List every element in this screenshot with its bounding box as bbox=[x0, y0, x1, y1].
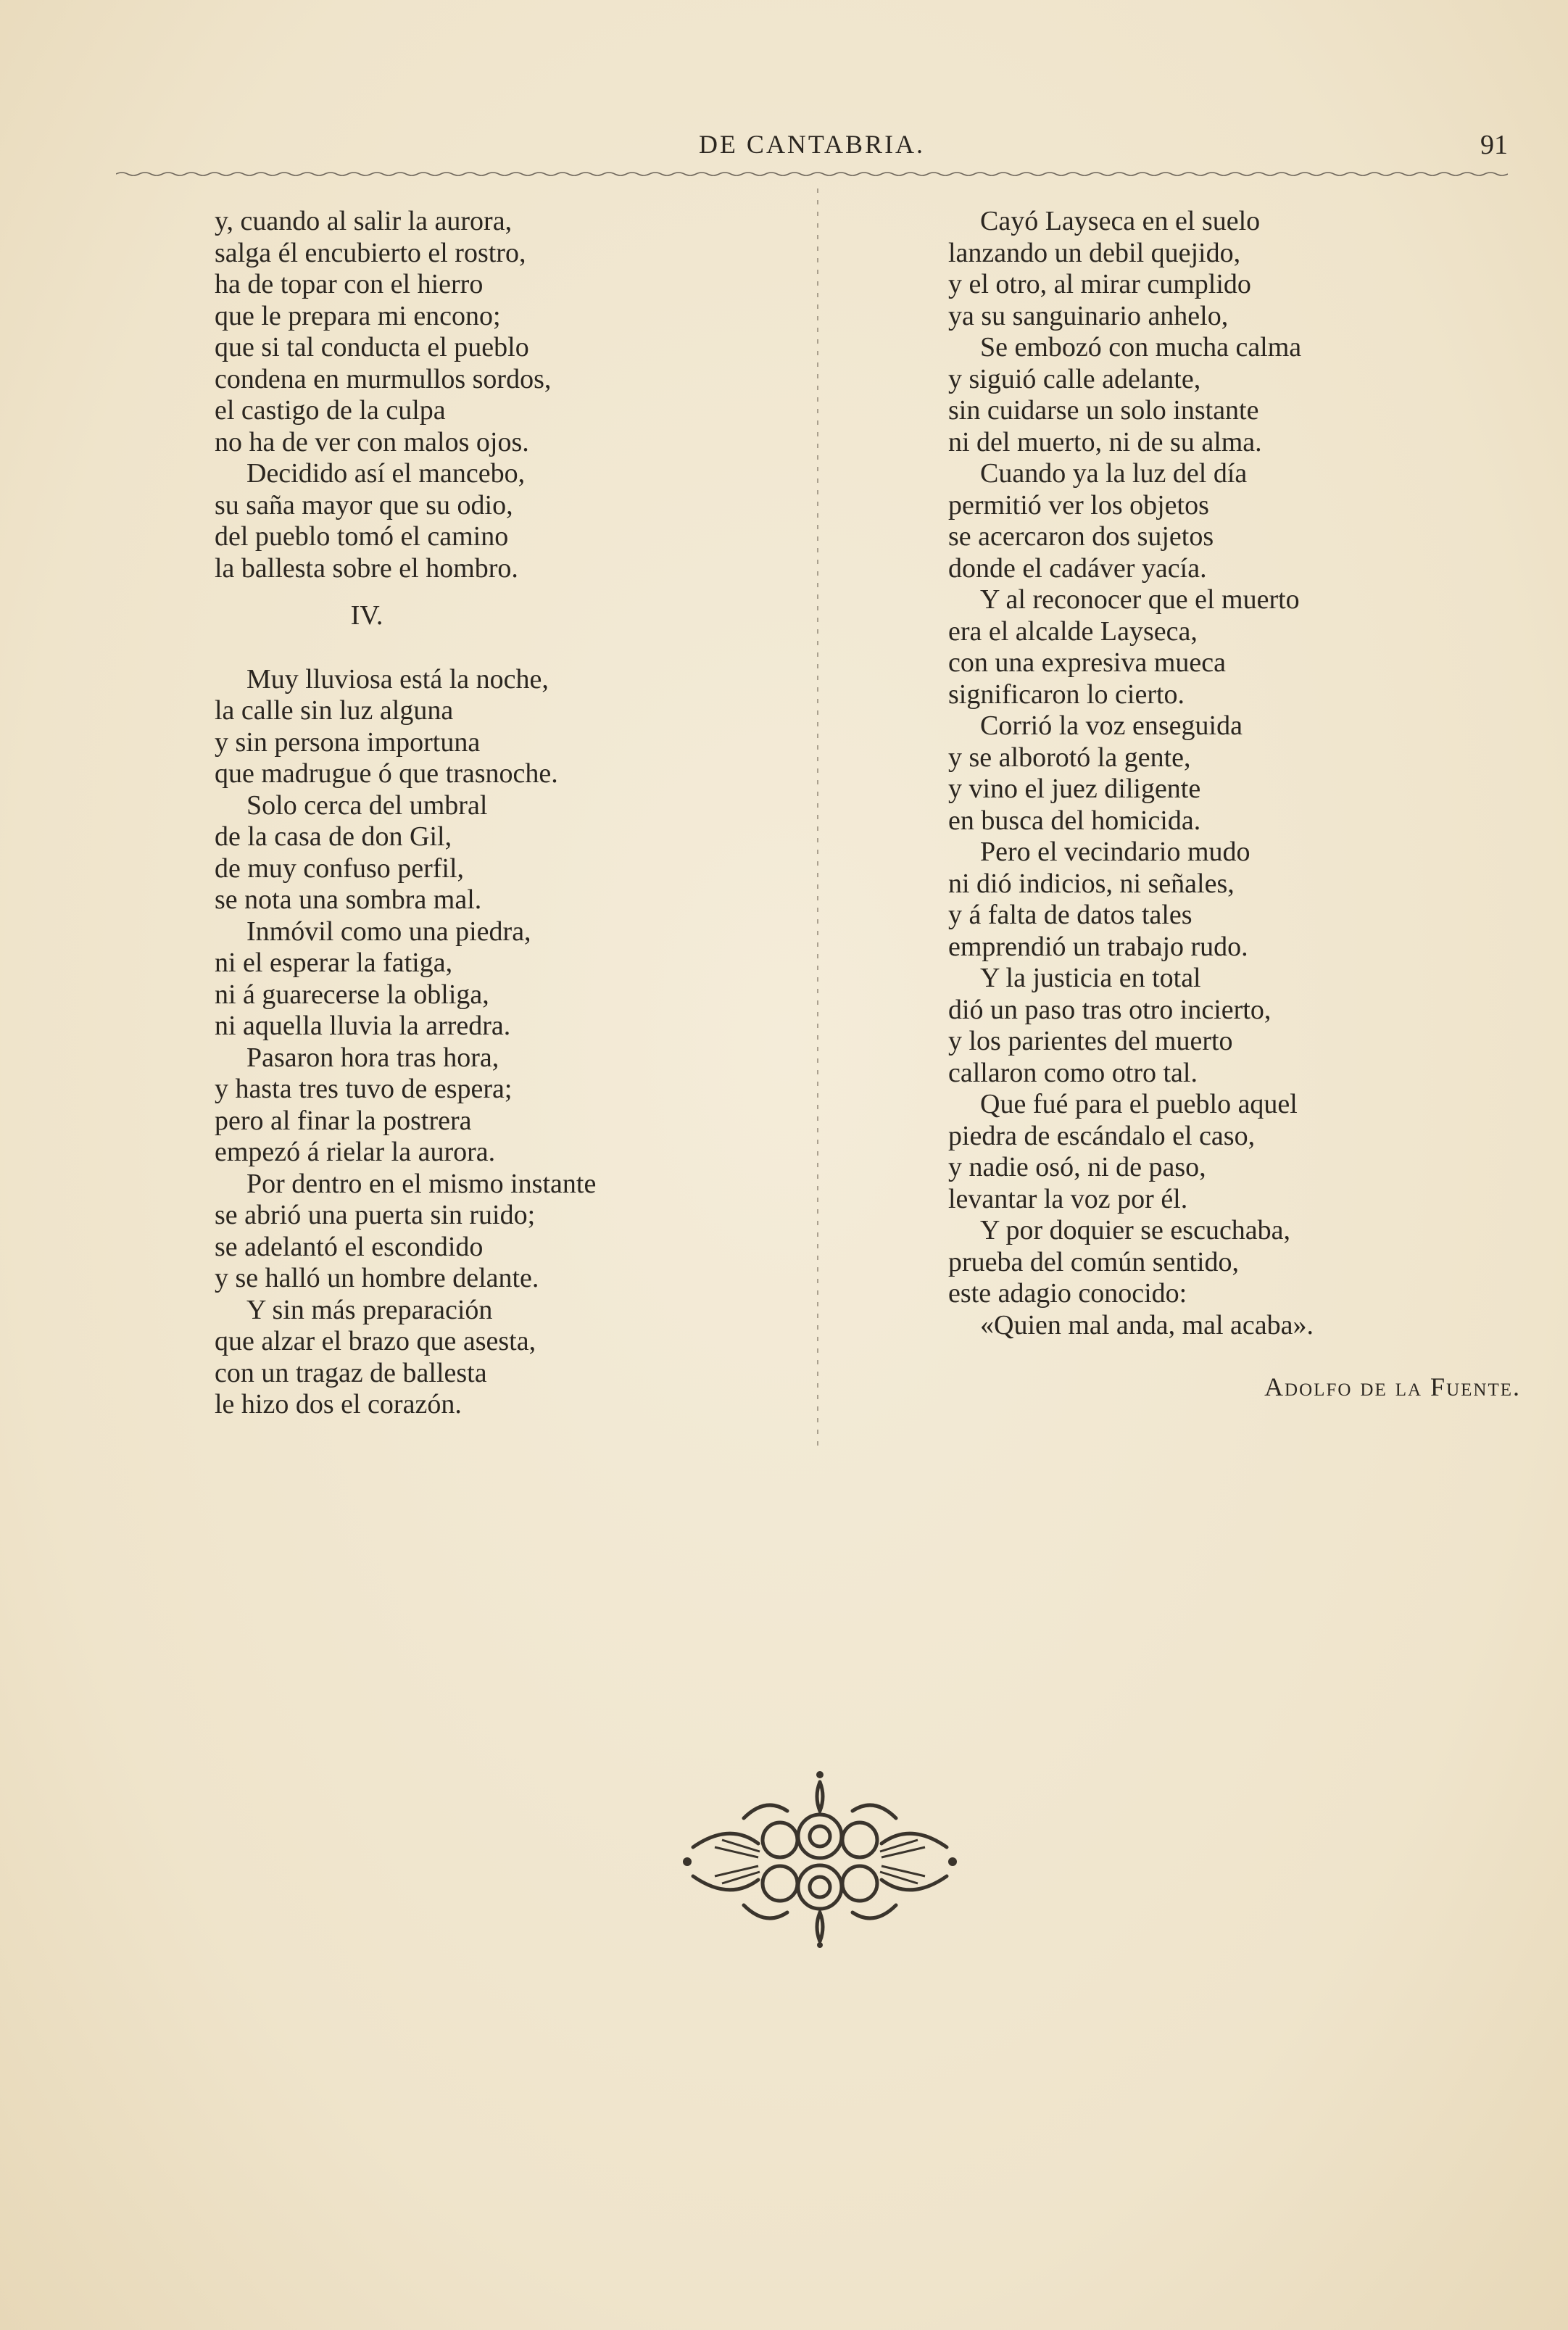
verse-line: y siguió calle adelante, bbox=[948, 363, 1201, 394]
verse-line: empezó á rielar la aurora. bbox=[215, 1137, 496, 1167]
left-stanza-1 bbox=[215, 206, 766, 584]
verse-line: no ha de ver con malos ojos. bbox=[215, 426, 529, 457]
verse-line: Que fué para el pueblo aquel bbox=[980, 1089, 1298, 1119]
verse-line: que si tal conducta el pueblo bbox=[215, 332, 529, 362]
header-title: DE CANTABRIA. bbox=[698, 130, 926, 159]
verse-line: y el otro, al mirar cumplido bbox=[948, 269, 1251, 299]
verse-line: del pueblo tomó el camino bbox=[215, 521, 509, 552]
verse-line: condena en murmullos sordos, bbox=[215, 363, 552, 394]
verse-line: prueba del común sentido, bbox=[948, 1246, 1240, 1277]
verse-line: Pero el vecindario mudo bbox=[980, 837, 1250, 867]
verse-line: de la casa de don Gil, bbox=[215, 821, 452, 852]
verse-line: «Quien mal anda, mal acaba». bbox=[980, 1309, 1314, 1340]
verse-line: era el alcalde Layseca, bbox=[948, 615, 1198, 647]
author-signature: Adolfo de la Fuente. bbox=[1264, 1372, 1521, 1401]
verse-line: emprendió un trabajo rudo. bbox=[948, 931, 1248, 962]
verse-line: el castigo de la culpa bbox=[215, 395, 446, 426]
verse-line: la ballesta sobre el hombro. bbox=[215, 552, 518, 584]
verse-line: permitió ver los objetos bbox=[948, 489, 1209, 521]
scroll-ornament-icon bbox=[671, 1767, 968, 1949]
verse-line: piedra de escándalo el caso, bbox=[948, 1120, 1256, 1151]
verse-line: se abrió una puerta sin ruido; bbox=[215, 1200, 536, 1230]
verse-line: y hasta tres tuvo de espera; bbox=[215, 1074, 513, 1104]
right-column bbox=[948, 206, 1528, 1404]
verse-line: este adagio conocido: bbox=[948, 1278, 1187, 1309]
verse-line: le hizo dos el corazón. bbox=[215, 1389, 462, 1419]
left-column bbox=[215, 206, 766, 1421]
verse-line: y sin persona importuna bbox=[215, 726, 481, 758]
verse-line: que madrugue ó que trasnoche. bbox=[215, 758, 558, 789]
verse-line: con un tragaz de ballesta bbox=[215, 1357, 487, 1388]
verse-line: y vino el juez diligente bbox=[948, 774, 1201, 804]
verse-line: ni á guarecerse la obliga, bbox=[215, 979, 489, 1010]
verse-line: que le prepara mi encono; bbox=[215, 300, 501, 331]
page-number: 91 bbox=[1480, 130, 1508, 160]
verse-line: ni dió indicios, ni señales, bbox=[948, 868, 1235, 899]
verse-line: su saña mayor que su odio, bbox=[215, 489, 513, 521]
verse-line: y se halló un hombre delante. bbox=[215, 1263, 539, 1293]
verse-line: significaron lo cierto. bbox=[948, 679, 1185, 710]
section-heading: IV. bbox=[350, 600, 383, 631]
verse-line: sin cuidarse un solo instante bbox=[948, 395, 1259, 426]
header-rule bbox=[116, 171, 1508, 177]
verse-line: Cuando ya la luz del día bbox=[980, 458, 1248, 489]
verse-line: y, cuando al salir la aurora, bbox=[215, 206, 513, 236]
verse-line: se nota una sombra mal. bbox=[215, 884, 482, 915]
verse-line: y se alborotó la gente, bbox=[948, 742, 1191, 773]
verse-line: la calle sin luz alguna bbox=[215, 695, 454, 726]
verse-line: Y al reconocer que el muerto bbox=[980, 584, 1300, 615]
verse-line: Corrió la voz enseguida bbox=[980, 710, 1243, 741]
verse-line: ya su sanguinario anhelo, bbox=[948, 300, 1229, 331]
verse-line: lanzando un debil quejido, bbox=[948, 237, 1241, 268]
verse-line: callaron como otro tal. bbox=[948, 1057, 1198, 1088]
verse-line: ha de topar con el hierro bbox=[215, 269, 484, 299]
verse-line: y los parientes del muerto bbox=[948, 1026, 1233, 1056]
verse-line: ni el esperar la fatiga, bbox=[215, 948, 453, 978]
verse-line: Decidido así el mancebo, bbox=[246, 458, 526, 489]
verse-line: Y por doquier se escuchaba, bbox=[980, 1215, 1291, 1245]
verse-line: Cayó Layseca en el suelo bbox=[980, 206, 1261, 236]
verse-line: levantar la voz por él. bbox=[948, 1183, 1188, 1214]
verse-line: Inmóvil como una piedra, bbox=[246, 916, 531, 947]
verse-line: se acercaron dos sujetos bbox=[948, 521, 1214, 552]
verse-line: ni aquella lluvia la arredra. bbox=[215, 1011, 511, 1041]
verse-line: Se embozó con mucha calma bbox=[980, 332, 1302, 362]
verse-line: Y sin más preparación bbox=[246, 1294, 493, 1325]
verse-line: Pasaron hora tras hora, bbox=[246, 1042, 499, 1073]
verse-line: pero al finar la postrera bbox=[215, 1105, 472, 1136]
left-stanza-2 bbox=[215, 664, 766, 1421]
verse-line: con una expresiva mueca bbox=[948, 647, 1226, 678]
verse-line: salga él encubierto el rostro, bbox=[215, 237, 526, 268]
verse-line: y nadie osó, ni de paso, bbox=[948, 1152, 1206, 1182]
verse-line: Por dentro en el mismo instante bbox=[246, 1168, 597, 1199]
right-stanza bbox=[948, 206, 1528, 1341]
column-divider bbox=[816, 188, 819, 1450]
verse-line: ni del muerto, ni de su alma. bbox=[948, 426, 1262, 457]
verse-line: se adelantó el escondido bbox=[215, 1231, 484, 1262]
verse-line: dió un paso tras otro incierto, bbox=[948, 994, 1272, 1025]
verse-line: Muy lluviosa está la noche, bbox=[246, 663, 549, 695]
verse-line: Solo cerca del umbral bbox=[246, 789, 488, 821]
verse-line: donde el cadáver yacía. bbox=[948, 552, 1207, 584]
verse-line: en busca del homicida. bbox=[948, 805, 1201, 836]
verse-line: Y la justicia en total bbox=[980, 963, 1201, 993]
verse-line: de muy confuso perfil, bbox=[215, 853, 465, 884]
running-header bbox=[116, 129, 1508, 165]
verse-line: que alzar el brazo que asesta, bbox=[215, 1326, 536, 1356]
verse-line: y á falta de datos tales bbox=[948, 900, 1192, 930]
